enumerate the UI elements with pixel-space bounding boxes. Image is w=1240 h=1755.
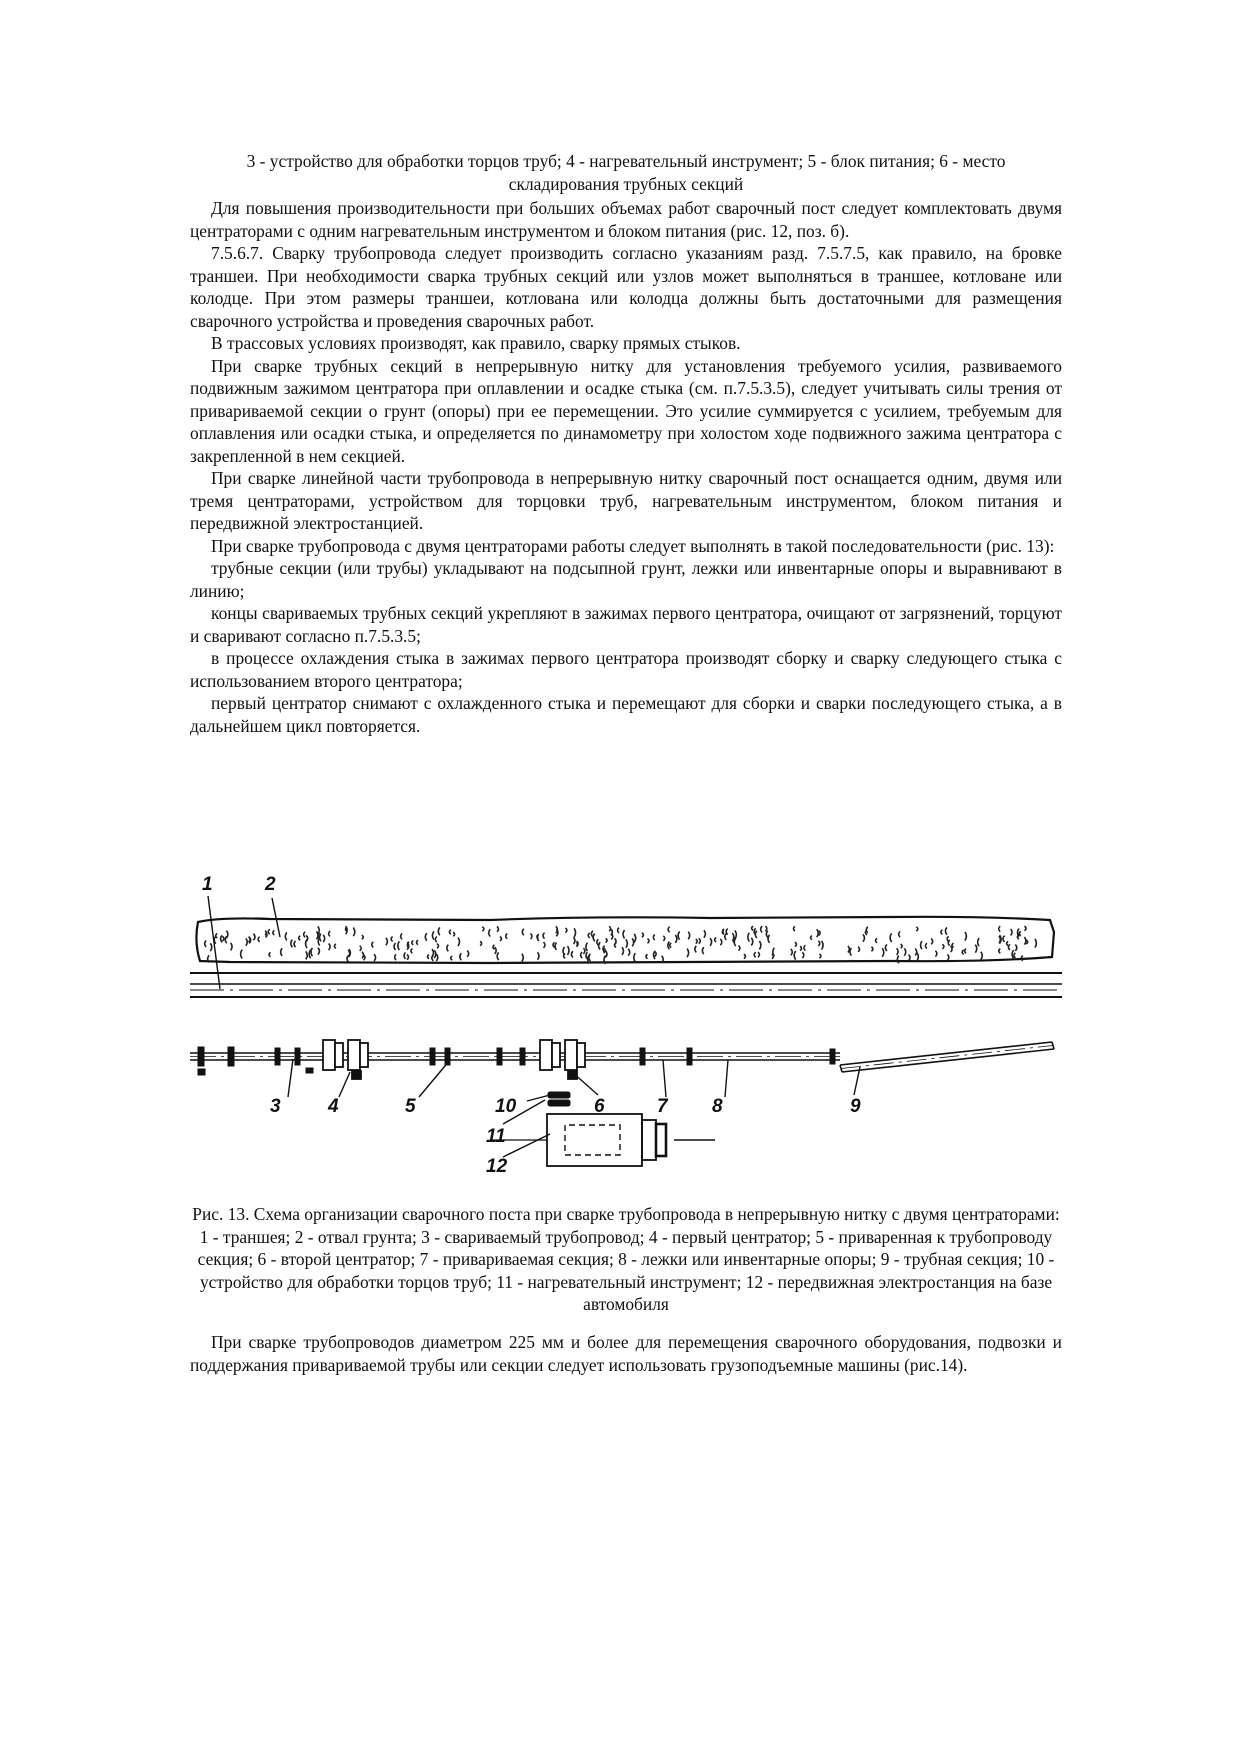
soil-mark <box>611 929 613 935</box>
soil-mark <box>811 936 813 940</box>
soil-mark <box>885 944 887 951</box>
soil-mark <box>632 938 634 946</box>
soil-mark <box>208 955 210 962</box>
soil-mark <box>273 930 275 935</box>
soil-mark <box>391 937 393 942</box>
soil-mark <box>999 936 1001 944</box>
soil-mark <box>1019 931 1021 936</box>
soil-mark <box>899 931 901 937</box>
soil-mark <box>537 934 539 941</box>
label-8: 8 <box>712 1096 723 1117</box>
soil-mark <box>794 951 796 960</box>
soil-mark <box>435 937 437 943</box>
soil-mark <box>1011 929 1013 935</box>
soil-mark <box>804 945 806 950</box>
soil-mark <box>704 930 706 937</box>
soil-mark <box>634 934 636 942</box>
soil-mark <box>890 933 892 942</box>
soil-mark <box>372 942 374 948</box>
soil-mark <box>931 938 933 944</box>
soil-mark <box>916 927 918 931</box>
soil-mark <box>761 926 763 932</box>
soil-mark <box>320 934 322 942</box>
soil-mark <box>1017 935 1019 940</box>
previous-figure-caption: 3 - устройство для обработки торцов труб; 4 - нагревательный инструмент; 5 - блок питания; 6 - место складирования трубных секций <box>246 151 1006 194</box>
soil-mark <box>438 927 440 935</box>
soil-mark <box>493 945 495 950</box>
label-7: 7 <box>657 1096 668 1117</box>
soil-mark <box>628 949 630 956</box>
soil-mark <box>581 952 583 958</box>
paragraph: При сварке линейной части трубопровода в непрерывную нитку сварочный пост оснащается одним, двумя или тремя центраторами, устройством для торцовки труб, нагревательным инструментом, блоком питания и передвижной электростанцией. <box>190 468 1062 533</box>
soil-mark <box>593 934 595 942</box>
soil-mark <box>334 944 336 949</box>
soil-mark <box>754 952 756 957</box>
figure-caption-title: Рис. 13. Схема организации сварочного поста при сварке трубопровода в непрерывную нитку с двумя центраторами: <box>192 1204 1060 1224</box>
welding-post-diagram <box>190 862 1062 1192</box>
paragraph: в процессе охлаждения стыка в зажимах первого центратора производят сборку и сварку следующего стыка с использованием второго центратора; <box>190 648 1062 691</box>
label-9: 9 <box>850 1096 861 1117</box>
soil-mark <box>897 956 899 964</box>
soil-mark <box>401 933 403 939</box>
soil-mark <box>648 939 650 944</box>
soil-mark <box>432 931 434 939</box>
soil-mark <box>817 929 819 937</box>
paragraph: Для повышения производительности при больших объемах работ сварочный пост следует комплектовать двумя центраторами с одним нагревательным инструментом и блоком питания (рис. 12, поз. б). <box>190 198 1062 241</box>
soil-mark <box>417 940 419 945</box>
soil-mark <box>299 936 301 941</box>
soil-mark <box>428 955 430 959</box>
trench <box>190 973 1062 997</box>
soil-mark <box>606 951 608 958</box>
soil-mark <box>329 931 331 936</box>
soil-mark <box>574 928 576 937</box>
soil-mark <box>318 938 320 946</box>
soil-mark <box>411 949 413 954</box>
soil-mark <box>858 947 860 952</box>
soil-mark <box>467 951 469 957</box>
soil-mark <box>915 949 917 956</box>
soil-mark <box>622 947 624 955</box>
soil-mark <box>634 953 636 962</box>
paragraph: 7.5.6.7. Сварку трубопровода следует производить согласно указаниям разд. 7.5.7.5, как правило, на бровке траншеи. При необходимости сварка трубных секций или узлов может выполняться в траншее, котловане или колодце. При этом размеры траншеи, котлована или колодца должны быть достаточными для размещения сварочного устройства и проведения сварочных работ. <box>190 243 1062 331</box>
paragraph: первый центратор снимают с охлажденного стыка и перемещают для сборки и сварки последующего стыка, а в дальнейшем цикл повторяется. <box>190 693 1062 736</box>
soil-mark <box>871 947 873 952</box>
label-12: 12 <box>486 1156 508 1177</box>
soil-mark <box>606 938 608 942</box>
soil-mark <box>434 950 436 958</box>
soil-mark <box>362 952 364 959</box>
soil-hatch <box>205 926 1037 964</box>
soil-mark <box>221 935 223 942</box>
soil-mark <box>291 940 293 948</box>
soil-mark <box>360 946 362 951</box>
paragraph: При сварке трубопроводов диаметром 225 мм и более для перемещения сварочного оборудования, подвозки и поддержания привариваемой трубы или секции следует использовать грузоподъемные машины (рис.14). <box>190 1332 1062 1375</box>
figure-caption <box>190 1203 1062 1316</box>
soil-mark <box>935 951 937 957</box>
soil-mark <box>925 943 927 949</box>
end-facing-device <box>548 1092 570 1106</box>
soil-mark <box>653 934 655 940</box>
soil-mark <box>394 943 396 950</box>
label-4: 4 <box>328 1096 339 1117</box>
soil-mark <box>555 943 557 950</box>
soil-mark <box>506 934 508 939</box>
soil-mark <box>588 933 590 938</box>
soil-mark <box>395 954 397 960</box>
soil-mark <box>904 948 906 955</box>
soil-mark <box>425 933 427 941</box>
soil-mark <box>688 932 690 940</box>
soil-mark <box>304 932 306 938</box>
label-10: 10 <box>495 1096 517 1117</box>
paragraph: При сварке трубопровода с двумя центраторами работы следует выполнять в такой последовательности (рис. 13): <box>211 535 1055 556</box>
soil-mark <box>766 931 768 938</box>
soil-mark <box>822 941 824 950</box>
soil-mark <box>564 954 566 959</box>
soil-mark <box>848 946 850 953</box>
soil-mark <box>768 935 770 943</box>
soil-mark <box>802 952 804 958</box>
soil-mark <box>732 933 734 941</box>
soil-mark <box>917 953 919 961</box>
soil-mark <box>921 941 923 949</box>
soil-mark <box>1014 953 1016 958</box>
soil-mark <box>609 926 611 931</box>
label-6: 6 <box>594 1096 605 1117</box>
soil-mark <box>663 936 665 941</box>
soil-mark <box>715 938 717 942</box>
soil-mark <box>999 949 1001 954</box>
soil-mark <box>952 943 954 947</box>
soil-mark <box>497 952 499 960</box>
soil-mark <box>710 938 712 946</box>
soil-mark <box>662 956 664 963</box>
soil-mark <box>897 948 899 955</box>
soil-mark <box>752 926 754 930</box>
soil-mark <box>437 944 439 949</box>
soil-mark <box>748 933 750 942</box>
soil-mark <box>269 952 271 956</box>
figure-13-welding-scheme <box>190 862 1062 1192</box>
pipeline-string <box>190 1047 840 1075</box>
soil-mark <box>412 941 414 945</box>
soil-mark <box>758 952 760 957</box>
soil-mark <box>489 929 491 936</box>
soil-mark <box>538 952 540 960</box>
soil-mark <box>522 929 524 936</box>
soil-mark <box>863 934 865 941</box>
soil-mark <box>668 927 670 933</box>
soil-mark <box>655 951 657 956</box>
soil-mark <box>670 943 672 948</box>
soil-mark <box>453 932 455 936</box>
soil-mark <box>225 936 227 943</box>
soil-mark <box>281 948 283 956</box>
soil-mark <box>765 926 767 931</box>
paragraph: В трассовых условиях производят, как правило, сварку прямых стыков. <box>211 333 741 353</box>
soil-mark <box>951 946 953 952</box>
soil-mark <box>241 950 243 959</box>
soil-mark <box>755 931 757 938</box>
closing-text <box>190 1331 1062 1376</box>
soil-mark <box>795 942 797 947</box>
leader-lines <box>208 896 860 1157</box>
pipe-section-9 <box>840 1042 1054 1072</box>
soil-mark <box>739 946 741 951</box>
soil-mark <box>678 932 680 940</box>
soil-mark <box>318 948 320 955</box>
soil-mark <box>735 930 737 939</box>
body-text <box>190 197 1062 737</box>
soil-mark <box>329 943 331 950</box>
soil-mark <box>497 927 499 932</box>
soil-mark <box>942 944 944 949</box>
soil-mark <box>876 938 878 942</box>
soil-mark <box>317 931 319 939</box>
soil-mark <box>398 941 400 950</box>
soil-mark <box>901 944 903 948</box>
soil-mark <box>1003 936 1005 942</box>
soil-mark <box>205 941 207 947</box>
soil-mark <box>258 937 260 942</box>
soil-mark <box>791 949 793 955</box>
soil-mark <box>447 945 449 952</box>
soil-mark <box>642 933 644 938</box>
label-2: 2 <box>265 874 276 895</box>
soil-mark <box>480 941 482 945</box>
soil-mark <box>432 955 434 961</box>
soil-mark <box>553 942 555 947</box>
soil-mark <box>1015 945 1017 951</box>
soil-mark <box>695 946 697 953</box>
soil-mark <box>751 938 753 946</box>
soil-mark <box>615 938 617 944</box>
soil-mark <box>945 927 947 934</box>
soil-mark <box>306 935 308 941</box>
soil-mark <box>231 943 233 951</box>
soil-mark <box>500 937 502 941</box>
soil-mark <box>495 947 497 954</box>
soil-mark <box>404 953 406 959</box>
soil-mark <box>599 942 601 949</box>
soil-mark <box>618 928 620 933</box>
soil-mark <box>819 954 821 958</box>
soil-mark <box>531 934 533 940</box>
soil-mark <box>1025 926 1027 931</box>
soil-mark <box>386 938 388 945</box>
soil-mark <box>353 928 355 937</box>
soil-mark <box>1024 937 1026 945</box>
soil-mark <box>978 938 980 946</box>
paragraph: При сварке трубных секций в непрерывную нитку для установления требуемого усилия, развиваемого подвижным зажимом центратора при оплавлении и осадке стыка (см. п.7.5.3.5), следует учитывать силы трения от привариваемой секции о грунт (опоры) при ее перемещении. Это усилие суммируется с усилием, требуемым для оплавления или осадки стыка, и определяется по динамометру при холостом ходе подвижного зажима центратора с закрепленной в нем секцией. <box>190 355 1062 466</box>
soil-mark <box>362 935 364 939</box>
soil-mark <box>699 938 701 943</box>
mobile-power-station <box>490 1114 715 1166</box>
soil-mark <box>460 953 462 960</box>
soil-mark <box>1007 941 1009 945</box>
soil-mark <box>794 926 796 931</box>
soil-mark <box>210 943 212 951</box>
soil-mark <box>586 943 588 952</box>
soil-mark <box>725 934 727 940</box>
soil-mark <box>543 933 545 939</box>
soil-mark <box>451 956 453 960</box>
label-1: 1 <box>202 874 213 895</box>
soil-mark <box>696 939 698 943</box>
soil-mark <box>323 935 325 942</box>
soil-mark <box>687 949 689 958</box>
soil-mark <box>947 954 949 960</box>
soil-mark <box>254 934 256 941</box>
soil-mark <box>246 938 248 945</box>
soil-mark <box>249 937 251 943</box>
soil-mark <box>544 942 546 948</box>
label-11: 11 <box>486 1126 506 1147</box>
soil-mark <box>800 946 802 950</box>
soil-mark <box>1035 939 1037 948</box>
soil-mark <box>216 933 218 938</box>
paragraph: концы свариваемых трубных секций укрепляют в зажимах первого центратора, очищают от загрязнений, торцуют и сваривают согласно п.7.5.3.5; <box>190 603 1062 646</box>
soil-mark <box>965 932 967 941</box>
label-5: 5 <box>405 1096 416 1117</box>
soil-mark <box>675 935 677 943</box>
soil-mark <box>458 938 460 947</box>
soil-mark <box>744 954 746 958</box>
soil-mark <box>623 930 625 939</box>
soil-mark <box>407 955 409 960</box>
paragraph: трубные секции (или трубы) укладывают на подсыпной грунт, лежки или инвентарные опоры и выравнивают в линию; <box>190 558 1062 601</box>
soil-mark <box>999 926 1001 932</box>
soil-mark <box>975 945 977 953</box>
soil-mark <box>818 941 820 946</box>
soil-mark <box>866 927 868 933</box>
soil-mark <box>646 954 648 958</box>
soil-mark <box>1008 944 1010 950</box>
soil-mark <box>374 954 376 961</box>
label-3: 3 <box>270 1096 281 1117</box>
soil-mark <box>574 937 576 944</box>
soil-mark <box>571 951 573 957</box>
soil-mark <box>522 954 524 962</box>
soil-mark <box>909 955 911 961</box>
soil-mark <box>583 948 585 954</box>
soil-mark <box>759 941 761 950</box>
soil-mark <box>482 927 484 931</box>
soil-mark <box>720 939 722 945</box>
soil-mark <box>449 930 451 935</box>
soil-mark <box>568 946 570 955</box>
soil-mark <box>773 948 775 957</box>
soil-mark <box>294 941 296 947</box>
soil-mark <box>882 948 884 957</box>
soil-mark <box>726 929 728 935</box>
soil-mark <box>306 951 308 959</box>
soil-mark <box>565 928 567 933</box>
soil-mark <box>222 936 224 941</box>
soil-mark <box>941 930 943 935</box>
soil-mark <box>626 939 628 947</box>
soil-mark <box>702 947 704 954</box>
soil-mark <box>311 948 313 956</box>
soil-mark <box>948 940 950 946</box>
soil-mark <box>965 949 967 954</box>
soil-mark <box>962 950 964 954</box>
soil-mark <box>285 932 287 940</box>
soil-mark <box>268 929 270 934</box>
soil-mark <box>589 954 591 961</box>
soil-mark <box>981 952 983 960</box>
figure-caption-legend: 1 - траншея; 2 - отвал грунта; 3 - свариваемый трубопровод; 4 - первый центратор; 5 - приваренная к трубопроводу секция; 6 - второй центратор; 7 - привариваемая секция; 8 - лежки или инвентарные опоры; 9 - трубная секция; 10 - устройство для обработки торцов труб; 11 - нагревательный инструмент; 12 - передвижная электростанция на базе автомобиля <box>197 1226 1055 1314</box>
